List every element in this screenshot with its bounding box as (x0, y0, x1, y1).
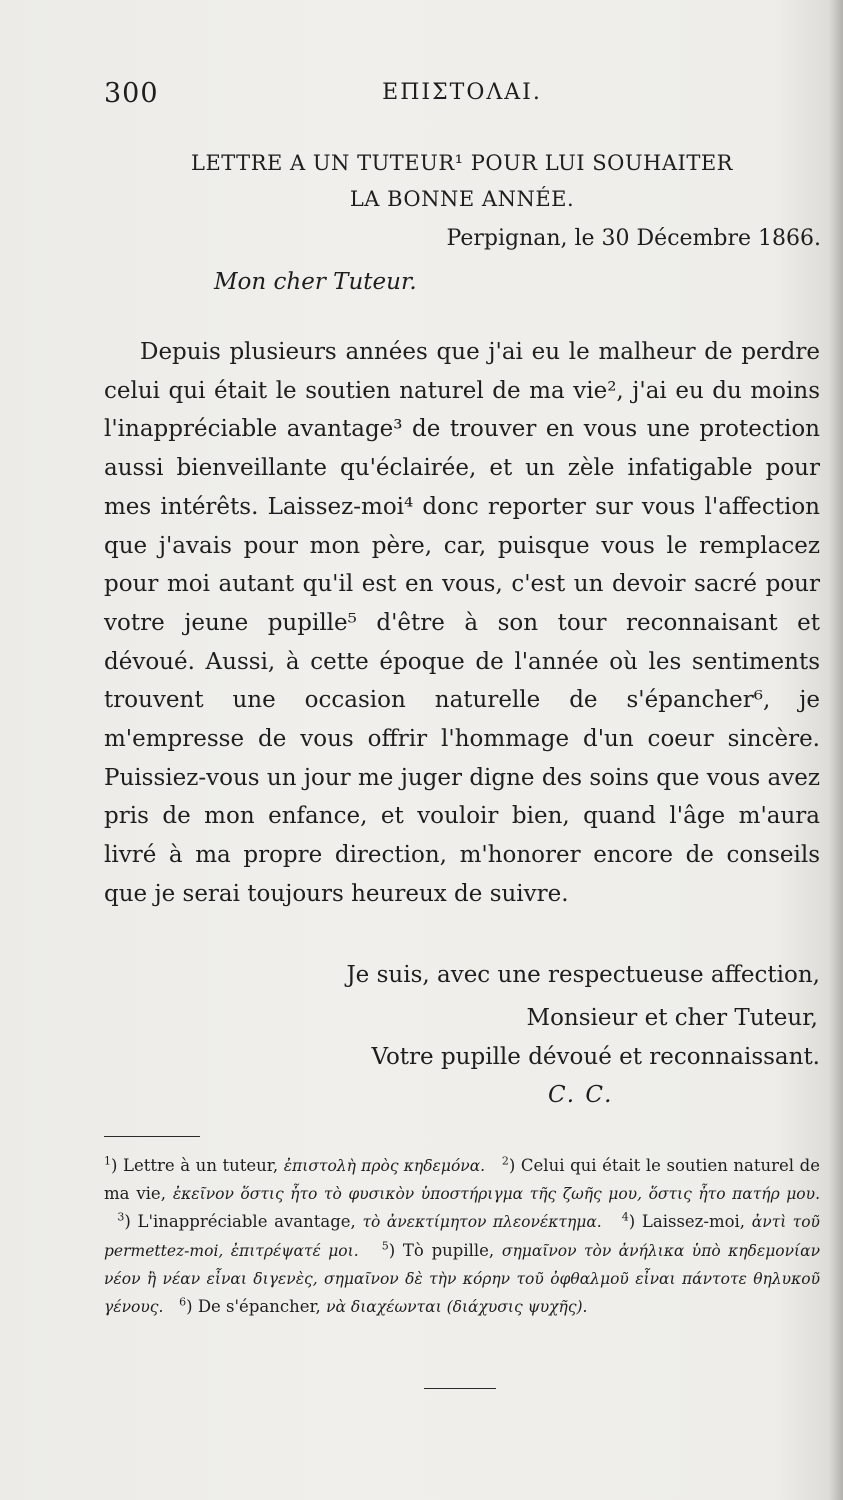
dateline: Perpignan, le 30 Décembre 1866. (446, 226, 821, 251)
closing-line-2: Monsieur et cher Tuteur, (526, 1005, 818, 1031)
footnote-3: $^3$) L'inappréciable avantage, τὸ ἀνεκτίμητον πλεονέκτημα. (117, 1210, 602, 1232)
closing-line-1: Je suis, avec une respectueuse affection, (346, 962, 820, 988)
salutation: Mon cher Tuteur. (214, 269, 417, 295)
letter-title-line-2: LA BONNE ANNÉE. (349, 187, 575, 211)
letter-title (104, 145, 820, 217)
running-title: ΕΠΙΣΤΟΛΑΙ. (382, 80, 542, 105)
letter-title-line-1: LETTRE A UN TUTEUR¹ POUR LUI SOUHAITER (191, 151, 733, 175)
footnote-divider (104, 1136, 200, 1137)
footnote-4: $^4$) Laissez-moi, ἀντὶ τοῦ permettez-moi, ἐπιτρέψατέ μοι. (104, 1210, 820, 1260)
running-head (104, 78, 820, 118)
end-divider (424, 1388, 496, 1389)
page-number: 300 (104, 78, 159, 109)
signature: C. C. (548, 1082, 614, 1108)
closing-line-3: Votre pupille dévoué et reconnaissant. (371, 1044, 820, 1070)
footnote-6: $^6$) De s'épancher, νὰ διαχέωνται (διάχυσις ψυχῆς). (179, 1295, 588, 1317)
page-edge-shadow (829, 0, 843, 1500)
footnote-1: $^1$) Lettre à un tuteur, ἐπιστολὴ πρὸς κηδεμόνα. (104, 1154, 486, 1175)
footnote-5: $^5$) Tὸ pupille, σημαῖνον τὸν ἀνήλικα ὑπὸ κηδεμονίαν νέον ἢ νέαν εἶναι διγενὲς, σημαῖνον δὲ τὴν κόρην τοῦ ὀφθαλμοῦ εἶναι πάντοτε θηλυκοῦ γένους. (104, 1239, 820, 1317)
footnotes (104, 1152, 820, 1321)
footnote-2: $^2$) Celui qui était le soutien naturel de ma vie, ἐκεῖνον ὅστις ἦτο τὸ φυσικὸν ὑποστήριγμα τῆς ζωῆς μου, ὅστις ἦτο πατήρ μου. (104, 1154, 820, 1204)
letter-body: Depuis plusieurs années que j'ai eu le malheur de perdre celui qui était le soutien naturel de ma vie², j'ai eu du moins l'inappréciable avantage³ de trouver en vous une protection aussi bienveillante qu'éclairée, et un zèle infatigable pour mes intérêts. Laissez-moi⁴ donc reporter sur vous l'affection que j'avais pour mon père, car, puisque vous le remplacez pour moi autant qu'il est en vous, c'est un devoir sacré pour votre jeune pupille⁵ d'être à son tour reconnaisant et dévoué. Aussi, à cette époque de l'année où les sentiments trouvent une occasion naturelle de s'épancher⁶, je m'empresse de vous offrir l'hommage d'un coeur sincère. Puissiez-vous un jour me juger digne des soins que vous avez pris de mon enfance, et vouloir bien, quand l'âge m'aura livré à ma propre direction, m'honorer encore de conseils que je serai toujours heureux de suivre. (104, 339, 820, 907)
